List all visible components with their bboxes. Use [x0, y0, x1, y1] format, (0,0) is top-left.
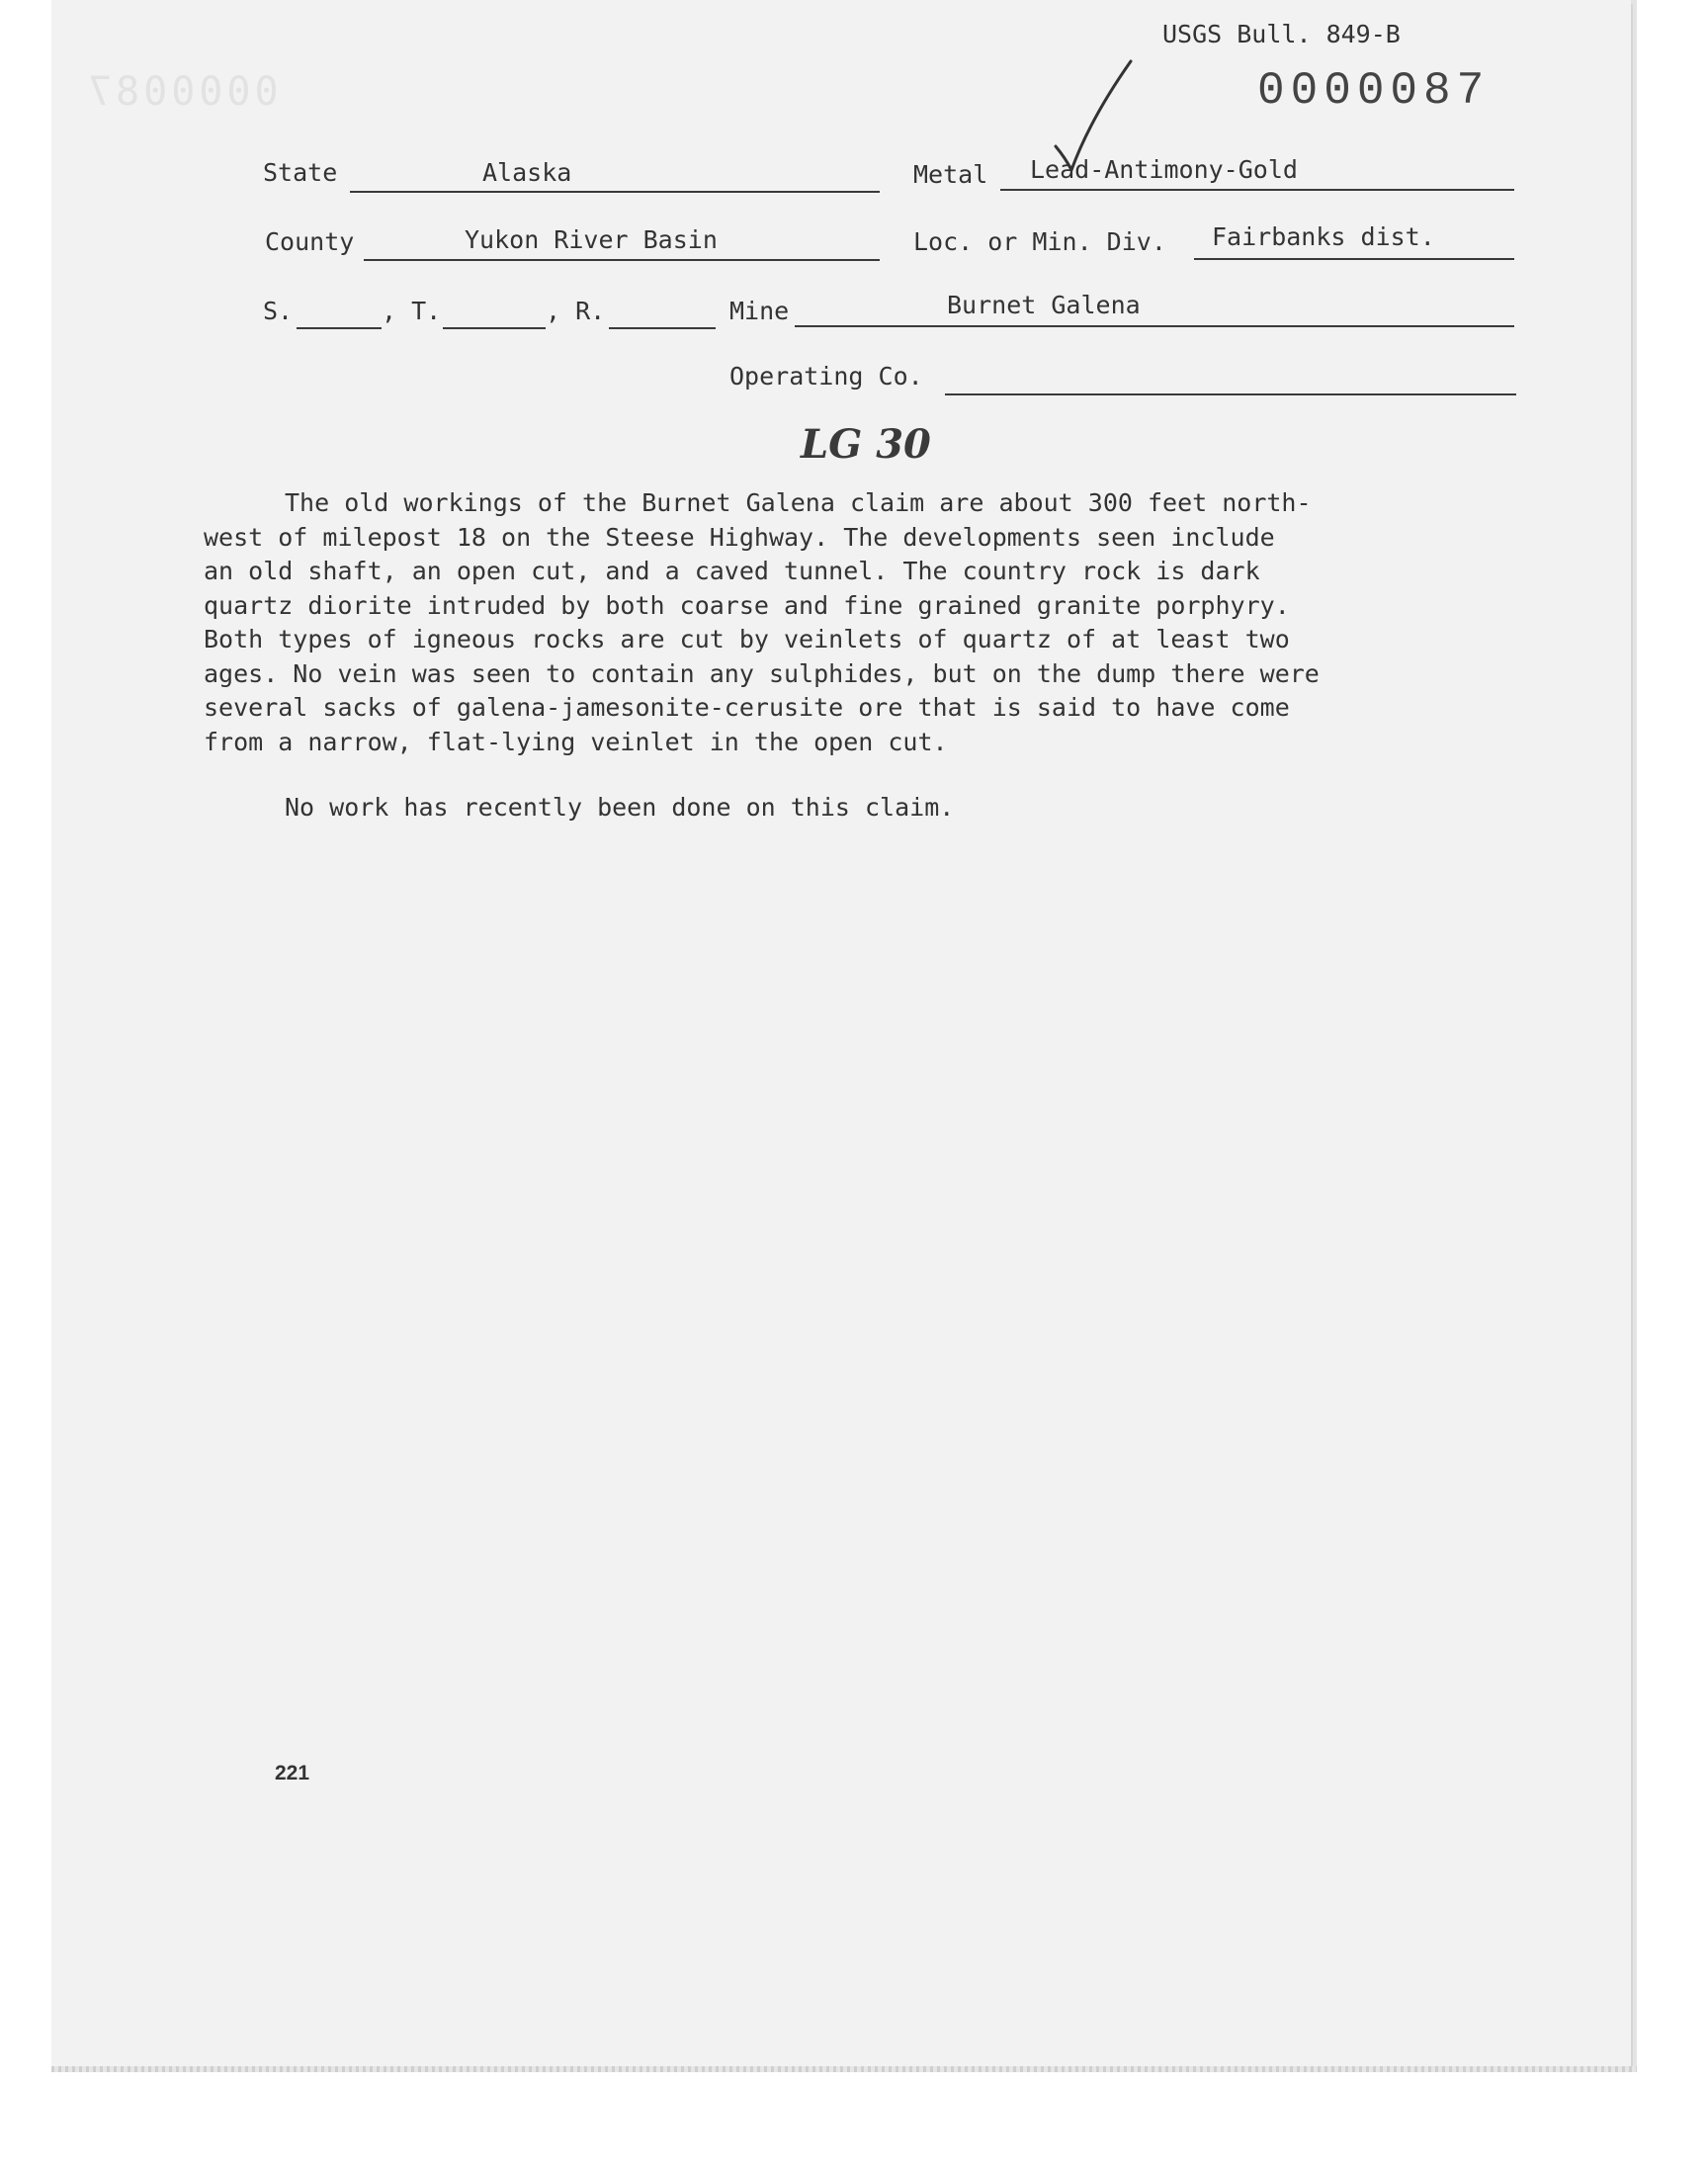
section-label: S.	[263, 297, 294, 325]
loc-label: Loc. or Min. Div.	[913, 227, 1166, 256]
page-number: 221	[275, 1762, 310, 1784]
state-value: Alaska	[482, 158, 572, 187]
state-line	[350, 191, 880, 193]
state-label: State	[263, 158, 338, 187]
county-label: County	[265, 227, 355, 256]
handwritten-code: LG 30	[801, 421, 931, 468]
faint-bleedthrough-number: 0000087	[84, 69, 279, 115]
loc-line	[1194, 258, 1514, 260]
township-line	[443, 327, 546, 329]
mine-label: Mine	[729, 297, 790, 325]
county-value: Yukon River Basin	[465, 225, 718, 254]
metal-line	[1000, 189, 1514, 191]
operating-co-line	[945, 393, 1516, 395]
description-paragraph-1: The old workings of the Burnet Galena claim are about 300 feet north- west of milepost 18 on the Steese Highway. The developments seen include an old shaft, an open cut, and a caved tunnel. The country rock is dark quartz diorite intruded by both coarse and fine grained granite porphyry. Both types of igneous rocks are cut by veinlets of quartz of at least two ages. No vein was seen to contain any sulphides, but on the dump there were several sacks of galena-jamesonite-cerusite ore that is said to have come from a narrow, flat-lying veinlet in the open cut.	[204, 488, 1320, 756]
loc-value: Fairbanks dist.	[1212, 222, 1435, 251]
range-line	[609, 327, 716, 329]
range-label: , R.	[546, 297, 606, 325]
description-paragraph-2: No work has recently been done on this claim.	[285, 793, 955, 822]
operating-co-label: Operating Co.	[729, 362, 923, 391]
metal-value: Lead-Antimony-Gold	[1030, 155, 1298, 184]
page-edge	[51, 2066, 1637, 2072]
county-line	[364, 259, 880, 261]
bulletin-reference: USGS Bull. 849-B	[1162, 20, 1401, 48]
township-label: , T.	[382, 297, 442, 325]
stamp-number: 0000087	[1257, 65, 1491, 117]
metal-label: Metal	[913, 160, 988, 189]
mine-value: Burnet Galena	[947, 291, 1141, 319]
mine-line	[795, 325, 1514, 327]
description-text	[204, 486, 1489, 826]
section-line	[297, 327, 382, 329]
